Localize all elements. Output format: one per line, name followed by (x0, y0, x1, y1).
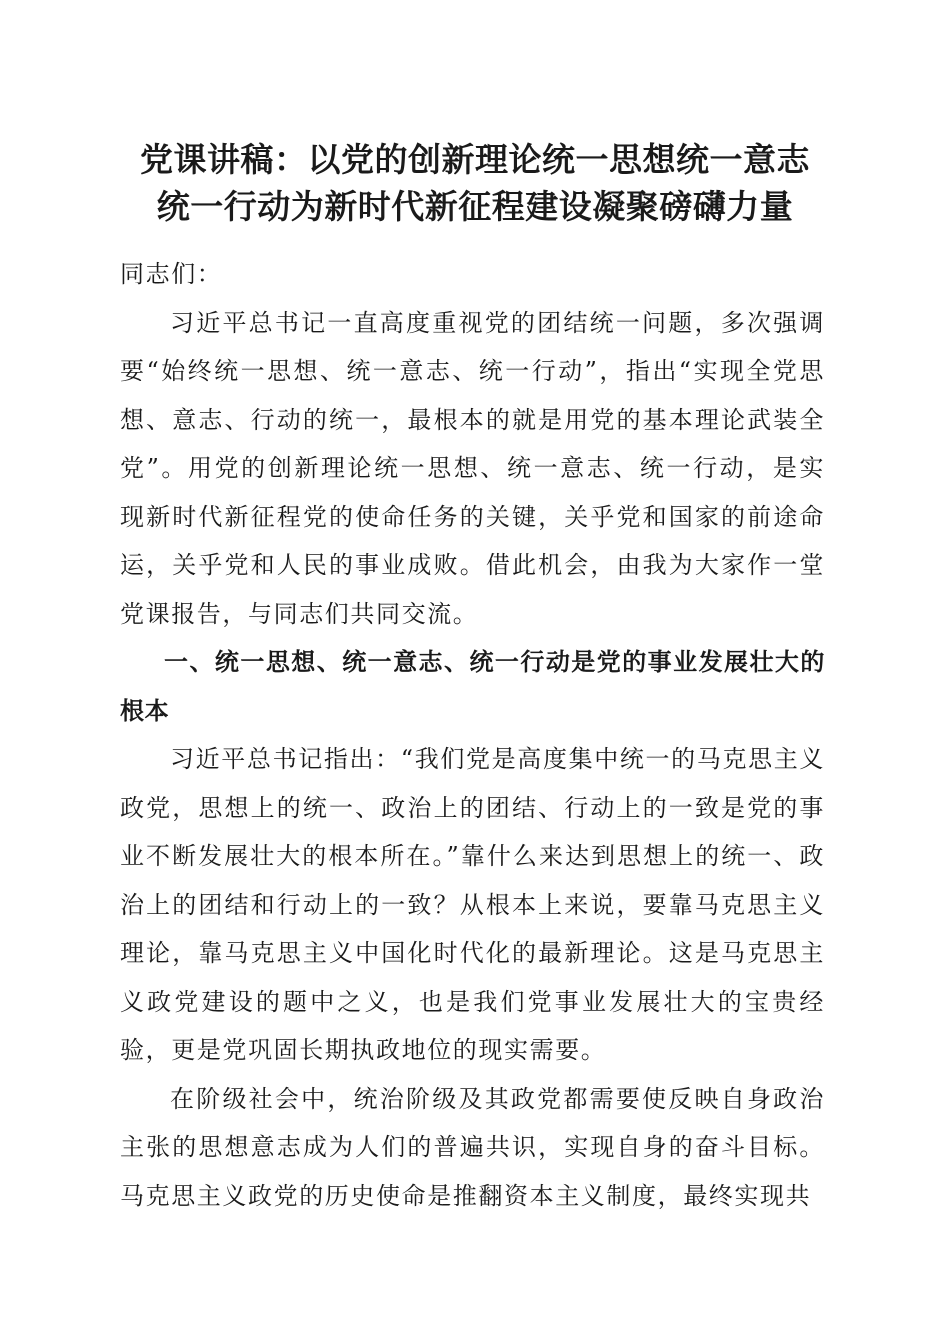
title-line-1: 党课讲稿：以党的创新理论统一思想统一意志 (140, 140, 810, 179)
document-body (120, 250, 825, 1220)
paragraph-section-1b: 在阶级社会中，统治阶级及其政党都需要使反映自身政治主张的思想意志成为人们的普遍共识，实现自身的奋斗目标。马克思主义政党的历史使命是推翻资本主义制度，最终实现共 (120, 1084, 825, 1210)
salutation: 同志们： (120, 260, 223, 288)
title-line-2: 统一行动为新时代新征程建设凝聚磅礴力量 (156, 187, 794, 226)
document-title (100, 136, 850, 230)
section-heading-1: 一、统一思想、统一意志、统一行动是党的事业发展壮大的根本 (120, 648, 825, 725)
paragraph-intro: 习近平总书记一直高度重视党的团结统一问题，多次强调要“始终统一思想、统一意志、统一行动”，指出“实现全党思想、意志、行动的统一，最根本的就是用党的基本理论武装全党”。用党的创新理论统一思想、统一意志、统一行动，是实现新时代新征程党的使命任务的关键，关乎党和国家的前途命运，关乎党和人民的事业成败。借此机会，由我为大家作一堂党课报告，与同志们共同交流。 (120, 308, 825, 628)
paragraph-section-1a: 习近平总书记指出：“我们党是高度集中统一的马克思主义政党，思想上的统一、政治上的团结、行动上的一致是党的事业不断发展壮大的根本所在。”靠什么来达到思想上的统一、政治上的团结和行动上的一致？从根本上来说，要靠马克思主义理论，靠马克思主义中国化时代化的最新理论。这是马克思主义政党建设的题中之义，也是我们党事业发展壮大的宝贵经验，更是党巩固长期执政地位的现实需要。 (120, 745, 825, 1064)
